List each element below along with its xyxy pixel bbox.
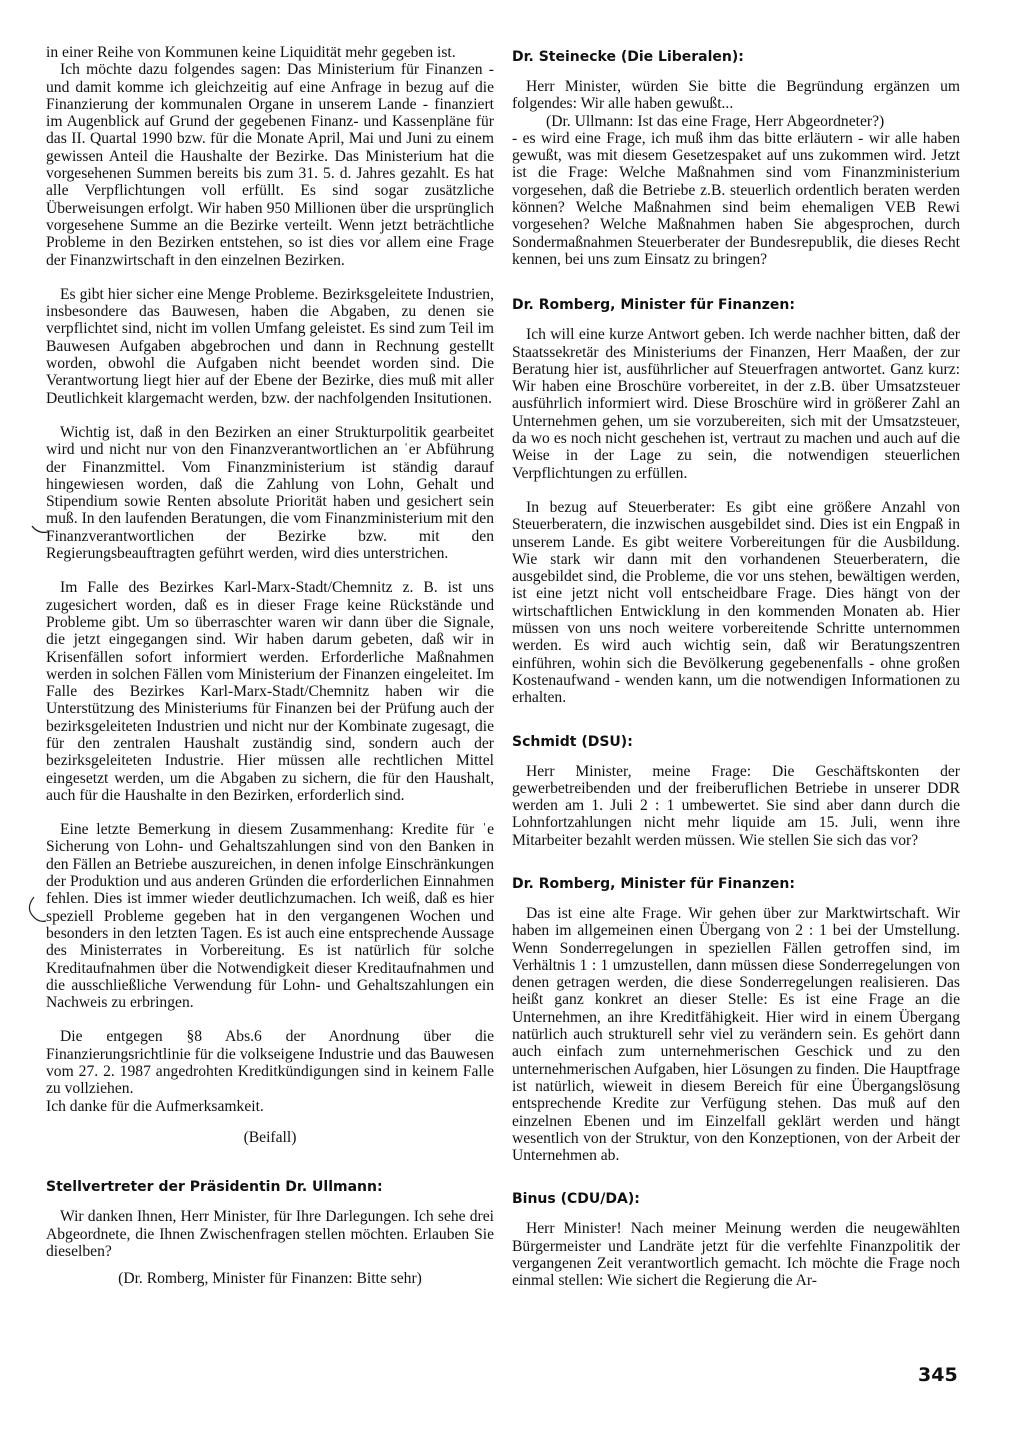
left-column [46, 44, 494, 1287]
applause-note: (Beifall) [243, 1128, 297, 1146]
paragraph: Herr Minister! Nach meiner Meinung werden die neugewählten Bürgermeister und Landräte jetzt für die verfehlte Finanzpolitik der vergangenen Zeit verantwortlich gemacht. Ich möchte die Frage noch einmal stellen: Wie sichert die Regierung die Ar- [512, 1220, 960, 1290]
paragraph: Wir danken Ihnen, Herr Minister, für Ihre Darlegungen. Ich sehe drei Abgeordnete, die Ihnen Zwischenfragen stellen möchten. Erlauben Sie dieselben? [46, 1208, 494, 1260]
speaker-heading: Dr. Romberg, Minister für Finanzen: [512, 297, 795, 314]
paragraph: Herr Minister, würden Sie bitte die Begründung ergänzen um folgendes: Wir alle haben gewußt... [512, 78, 960, 113]
speaker-heading: Binus (CDU/DA): [512, 1191, 640, 1208]
paragraph: Im Falle des Bezirkes Karl-Marx-Stadt/Chemnitz z. B. ist uns zugesichert worden, daß es in dieser Frage keine Rückstände und Probleme gibt. Um so überraschter waren wir dann über die Signale, die jetzt eingegangen sind. Wir haben darum gebeten, daß wir in Krisenfällen sofort informiert werden. Erforderliche Maßnahmen werden in solchen Fällen vom Ministerium der Finanzen eingeleitet. Im Falle des Bezirkes Karl-Marx-Stadt/Chemnitz haben wir die Unterstützung des Ministeriums für Finanzen bei der Prüfung auch der bezirksgeleiteten Industrien und nicht nur der Kombinate zugesagt, die für den zentralen Haushalt zuständig sind, sondern auch der bezirksgeleiteten Industrie. Hier müssen alle rechtlichen Mittel eingesetzt werden, um die Abgaben zu sichern, die für den Haushalt, auch für die Haushalte in den Bezirken, erforderlich sind. [46, 579, 494, 804]
paragraph: Die entgegen §8 Abs.6 der Anordnung über die Finanzierungsrichtlinie für die volkseigene Industrie und das Bauwesen vom 27. 2. 1987 angedrohten Kreditkündigungen sind in keinem Falle zu vollziehen. [46, 1028, 494, 1098]
speaker-heading: Dr. Romberg, Minister für Finanzen: [512, 875, 795, 892]
speaker-heading: Schmidt (DSU): [512, 733, 633, 750]
scan-mark-decoration [30, 520, 50, 540]
right-column [512, 44, 960, 1290]
page-number: 345 [918, 1364, 958, 1386]
paragraph: Es gibt hier sicher eine Menge Probleme. Bezirksgeleitete Industrien, insbesondere das Bauwesen, haben die Abgaben, zu denen sie verpflichtet sind, nicht im vollen Umfang geleistet. Es sind zum Teil im Bauwesen Aufgaben abgebrochen und dann in Rechnung gestellt worden, obwohl die Aufgaben nicht beendet worden sind. Die Verantwortung liegt hier auf der Ebene der Bezirke, dies muß mit aller Deutlichkeit klargemacht werden, bzw. der nachfolgenden Insitutionen. [46, 285, 494, 407]
scan-mark-decoration [24, 895, 48, 931]
paragraph: Ich möchte dazu folgendes sagen: Das Ministerium für Finanzen - und damit komme ich gleichzeitig auf eine Anfrage in bezug auf die Finanzierung der kommunalen Organe in unserem Lande - finanziert im Augenblick auf Grund der gegebenen Finanz- und Kassenpläne für das II. Quartal 1990 bzw. für die Monate April, Mai und Juni zu einem gewissen Anteil die Haushalte der Bezirke. Das Ministerium hat die vorgesehenen Summen bereits bis zum 31. 5. d. Jahres gezahlt. Es hat alle Verpflichtungen voll erfüllt. Es sind sogar zusätzliche Überweisungen erfolgt. Wir haben 950 Millionen über die ursprünglich vorgesehene Summe an die Bezirke verteilt. Wenn jetzt beträchtliche Probleme in den Bezirken entstehen, so ist dies vor allem eine Frage der Finanzwirtschaft in den einzelnen Bezirken. [46, 61, 494, 269]
interjection: (Dr. Romberg, Minister für Finanzen: Bitte sehr) [118, 1270, 422, 1288]
interjection: (Dr. Ullmann: Ist das eine Frage, Herr Abgeordneter?) [546, 112, 885, 130]
speaker-heading: Stellvertreter der Präsidentin Dr. Ullmann: [46, 1179, 383, 1196]
paragraph: - es wird eine Frage, ich muß ihm das bitte erläutern - wir alle haben gewußt, was mit diesem Gesetzespaket auf uns zukommen wird. Jetzt ist die Frage: Welche Maßnahmen sind vom Finanzministerium vorgesehen, daß die Betriebe z.B. steuerlich ordentlich beraten werden können? Welche Maßnahmen sind beim ehemaligen VEB Rewi vorgesehen? Welche Maßnahmen haben Sie abgesprochen, durch Sondermaßnahmen Steuerberater der Bundesrepublik, die dieses Recht kennen, bei uns zum Einsatz zu bringen? [512, 129, 960, 268]
paragraph: Das ist eine alte Frage. Wir gehen über zur Marktwirtschaft. Wir haben im allgemeinen einen Übergang von 2 : 1 bei der Umstellung. Wenn Sonderregelungen in speziellen Fällen getroffen sind, im Verhältnis 1 : 1 umzustellen, dann müssen diese Sonderregelungen von denen getragen werden, die diese Sonderregelungen realisieren. Das heißt ganz konkret an dieser Stelle: Es ist eine Frage an die Unternehmen, an ihre Kreditfähigkeit. Hier wird in einem Übergang natürlich auch strukturell sehr viel zu verändern sein. Es gehört dann auch einfach zum unternehmerischen Geschick und zu den unternehmerischen Aufgaben, hier Lösungen zu finden. Die Hauptfrage ist natürlich, wieweit in diesem Bereich für eine Übergangslösung entsprechende Kredite zur Verfügung stehen. Das muß auf den einzelnen Ebenen und im Einzelfall geklärt werden und hängt wesentlich von der Struktur, von den Konzeptionen, von der Arbeit der Unternehmen ab. [512, 904, 960, 1165]
paragraph: Eine letzte Bemerkung in diesem Zusammenhang: Kredite für ˈe Sicherung von Lohn- und Gehaltszahlungen sind von den Banken in den Fällen an Betriebe auszureichen, in denen infolge Einschränkungen der Produktion und aus anderen Gründen die erforderlichen Einnahmen fehlen. Dies ist immer wieder deutlichzumachen. Ich weiß, daß es hier speziell Probleme gegeben hat in den vergangenen Wochen und besonders in den letzten Tagen. Es ist auch eine entsprechende Aussage des Ministerrates in Vorbereitung. Es ist natürlich für solche Kreditaufnahmen über die Notwendigkeit dieser Kreditaufnahmen und die ausschließliche Verwendung für Lohn- und Gehaltszahlungen ein Nachweis zu erbringen. [46, 821, 494, 1012]
paragraph: In bezug auf Steuerberater: Es gibt eine größere Anzahl von Steuerberatern, die inzwischen ausgebildet sind. Dies ist ein Engpaß in unserem Lande. Es gibt weitere Vorbereitungen für die Ausbildung. Wie stark wir dann mit den vorhandenen Steuerberatern, die ausgebildet sind, die Probleme, die vor uns stehen, bewältigen werden, ist eine jetzt nicht voll entscheidbare Frage. Dies hängt von der wirtschaftlichen Entwicklung in den kommenden Monaten ab. Hier müssen von uns noch weitere vorbereitende Schritte unternommen werden. Es wird auch wichtig sein, daß wir Beratungszentren einführen, wohin sich die Bevölkerung gegebenenfalls - ohne großen Kostenaufwand - wenden kann, um die notwendigen Informationen zu erhalten. [512, 498, 960, 707]
paragraph: Ich danke für die Aufmerksamkeit. [46, 1097, 264, 1115]
speaker-heading: Dr. Steinecke (Die Liberalen): [512, 49, 744, 65]
paragraph: in einer Reihe von Kommunen keine Liquidität mehr gegeben ist. [46, 44, 456, 61]
paragraph: Herr Minister, meine Frage: Die Geschäftskonten der gewerbetreibenden und der freiberuflichen Betriebe in unserer DDR werden am 1. Juli 2 : 1 umbewertet. Sie sind aber dann durch die Lohnfortzahlungen nicht mehr liquide am 15. Juli, wenn ihre Mitarbeiter bezahlt werden müssen. Wie stellen Sie sich das vor? [512, 762, 960, 849]
paragraph: Wichtig ist, daß in den Bezirken an einer Strukturpolitik gearbeitet wird und nicht nur von den Finanzverantwortlichen an ˈer Abführung der Finanzmittel. Vom Finanzministerium ist ständig darauf hingewiesen worden, daß die Zahlung von Lohn, Gehalt und Stipendium sowie Renten absolute Priorität haben und gesichert sein muß. In den laufenden Beratungen, die vom Finanzministerium mit den Finanzverantwortlichen der Bezirke bzw. mit den Regierungsbeauftragten geführt werden, wird dies unterstrichen. [46, 423, 494, 563]
paragraph: Ich will eine kurze Antwort geben. Ich werde nachher bitten, daß der Staatssekretär des Ministeriums der Finanzen, Herr Maaßen, der zur Beratung hier ist, ausführlicher auf Steuerfragen antwortet. Ganz kurz: Wir haben eine Broschüre vorbereitet, in der z.B. über Umsatzsteuer ausführlich informiert wird. Diese Broschüre wird in größerer Zahl an Unternehmen gehen, um sie vorzubereiten, sich mit der Umsatzsteuer, da wo es noch nicht geschehen ist, vertraut zu machen und auch auf die Weise in der Lage zu sein, die notwendigen steuerlichen Verpflichtungen zu erfüllen. [512, 326, 960, 482]
